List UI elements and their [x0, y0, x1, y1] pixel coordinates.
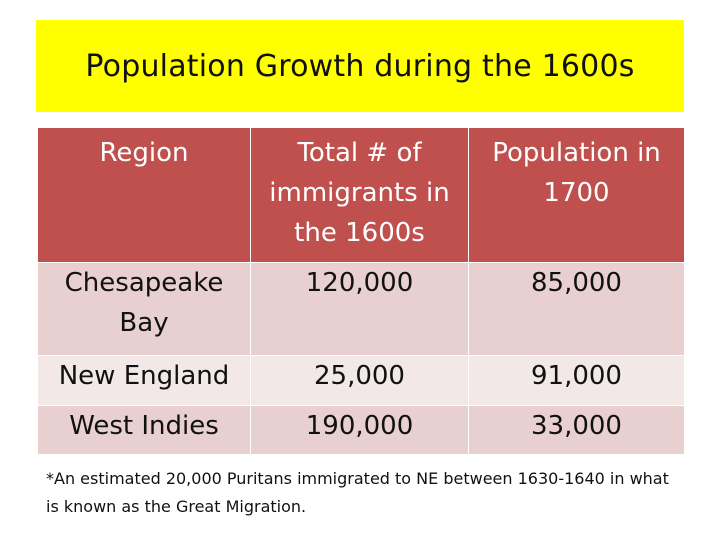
- header-population: Population in 1700: [469, 128, 685, 263]
- cell-immigrants: 120,000: [251, 263, 469, 356]
- cell-region: Chesapeake Bay: [38, 263, 251, 356]
- cell-population: 33,000: [469, 406, 685, 455]
- cell-population: 85,000: [469, 263, 685, 356]
- title-banner: [36, 20, 684, 112]
- table-row: [38, 263, 685, 356]
- cell-immigrants: 25,000: [251, 356, 469, 406]
- header-region: Region: [38, 128, 251, 263]
- footnote: *An estimated 20,000 Puritans immigrated to NE between 1630-1640 in what is known as the Great Migration.: [46, 469, 669, 516]
- table-body: [38, 263, 685, 455]
- cell-region: West Indies: [38, 406, 251, 455]
- cell-immigrants: 190,000: [251, 406, 469, 455]
- table-row: [38, 406, 685, 455]
- table-row: [38, 356, 685, 406]
- population-table: [37, 127, 685, 455]
- table-header: [38, 128, 685, 263]
- cell-region: New England: [38, 356, 251, 406]
- header-immigrants: Total # of immigrants in the 1600s: [251, 128, 469, 263]
- table-header-row: [38, 128, 685, 263]
- page-title: Population Growth during the 1600s: [85, 48, 635, 84]
- cell-population: 91,000: [469, 356, 685, 406]
